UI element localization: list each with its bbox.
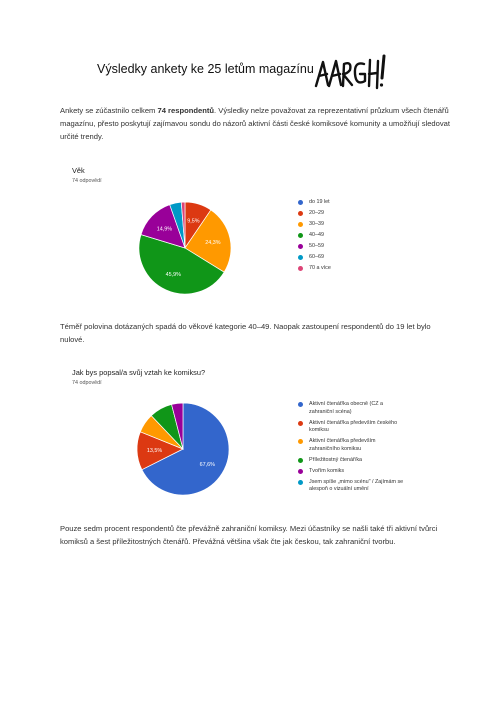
intro-paragraph [60,104,452,144]
relation-legend-swatch-4 [298,469,303,474]
age-data-label-1: 9,5% [187,218,200,225]
relation-legend-label-4: Tvořím komiks [309,467,345,474]
age-legend-swatch-0 [298,200,303,205]
age-legend-swatch-1 [298,211,303,216]
relation-legend-item-4 [298,468,403,476]
relation-legend-swatch-5 [298,480,303,485]
relation-legend-item-3 [298,457,403,465]
age-legend-swatch-6 [298,266,303,271]
relation-legend-label-0: Aktivní čtenář/ka obecně (CZ a zahraniční scéna) [309,401,384,415]
relation-legend-item-2 [298,438,403,453]
relation-summary-paragraph: Pouze sedm procent respondentů čte převážně zahraniční komiksy. Mezi účastníky se našli také tři aktivní tvůrci komiksů a šest příležitostných čtenářů. Převážná většina však čte jak českou, tak zahraniční tvorbu. [60,524,438,547]
relation-legend-label-3: Příležitostný čtenář/ka [309,456,363,463]
relation-legend-item-0 [298,401,403,416]
intro-text: Ankety se zúčastnilo celkem [60,106,158,115]
relation-chart-subtitle: 74 odpovědí [72,380,102,386]
intro-text-end: . Výsledky nelze považovat za reprezentativní průzkum všech čtenářů magazínu, přesto poskytují zajímavou sondu do názorů aktivní části české komiksové komunity a umožňují sledovat určité trendy. [60,106,451,142]
age-legend-swatch-4 [298,244,303,249]
age-legend-item-3 [298,232,331,240]
relation-data-label-1: 13,5% [146,448,163,455]
page-title: Výsledky ankety ke 25 letům magazínu [97,62,314,76]
age-legend-label-4: 50–59 [309,243,324,249]
age-data-label-4: 14,9% [156,226,173,233]
age-legend-item-4 [298,243,331,251]
relation-legend-item-5 [298,479,403,494]
aargh-logo [312,52,392,94]
relation-legend-label-1: Aktivní čtenář/ka především českého komiksu [309,419,398,433]
age-legend-item-5 [298,254,331,262]
relation-legend-item-1 [298,420,403,435]
age-legend-item-2 [298,221,331,229]
age-pie-chart [130,198,240,298]
age-legend-label-5: 60–69 [309,254,324,260]
relation-chart-title: Jak bys popsal/a svůj vztah ke komiksu? [72,368,206,377]
relation-data-label-0: 67,6% [199,461,215,468]
respondent-count: 74 respondentů [157,106,215,115]
relation-legend [298,401,403,497]
age-legend-label-3: 40–49 [309,232,324,238]
age-legend-swatch-3 [298,233,303,238]
age-data-label-2: 24,3% [205,240,221,247]
age-summary-paragraph: Téměř polovina dotázaných spadá do věkové kategorie 40–49. Naopak zastoupení respondentů do 19 let bylo nulové. [60,322,431,345]
age-data-label-3: 45,9% [165,271,181,278]
relation-legend-swatch-1 [298,421,303,426]
relation-legend-swatch-3 [298,458,303,463]
header [0,52,500,92]
age-legend-label-0: do 19 let [309,199,330,205]
age-legend-item-0 [298,199,331,207]
age-legend-item-6 [298,265,331,273]
relation-legend-label-5: Jsem spíše „mimo scénu" / Zajímám se alespoň o vizuální umění [309,478,404,492]
relation-legend-swatch-2 [298,439,303,444]
age-legend [298,199,331,276]
age-chart-subtitle: 74 odpovědí [72,178,102,184]
relation-legend-swatch-0 [298,402,303,407]
age-legend-item-1 [298,210,331,218]
relation-legend-label-2: Aktivní čtenář/ka především zahraničního komiksu [309,438,376,452]
age-chart-title: Věk [72,166,85,175]
age-legend-swatch-2 [298,222,303,227]
age-legend-label-1: 20–29 [309,210,324,216]
age-legend-label-2: 30–39 [309,221,324,227]
relation-pie-chart [128,399,238,499]
age-legend-label-6: 70 a více [309,265,331,271]
age-legend-swatch-5 [298,255,303,260]
